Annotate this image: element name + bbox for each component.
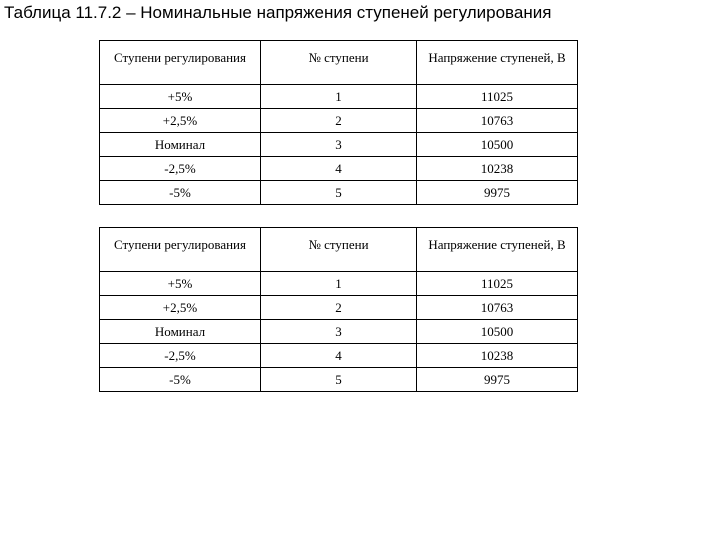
cell-step-name: Номинал [100,320,261,344]
table-row [100,109,578,133]
voltage-table-2 [99,227,578,392]
cell-step-number: 1 [261,85,417,109]
table-header [100,228,578,272]
cell-step-voltage: 10238 [417,157,578,181]
table-row [100,272,578,296]
cell-step-voltage: 10763 [417,296,578,320]
table-body [100,272,578,392]
cell-step-number: 5 [261,368,417,392]
cell-step-number: 2 [261,109,417,133]
header-step-voltage: Напряжение ступеней, В [417,41,578,85]
table-row [100,133,578,157]
table-body [100,85,578,205]
cell-step-voltage: 9975 [417,368,578,392]
header-row [100,228,578,272]
cell-step-number: 4 [261,157,417,181]
cell-step-name: -2,5% [100,157,261,181]
cell-step-name: -5% [100,181,261,205]
table-row [100,320,578,344]
table-row [100,296,578,320]
cell-step-name: +2,5% [100,109,261,133]
cell-step-number: 2 [261,296,417,320]
cell-step-name: +5% [100,272,261,296]
header-step-number: № ступени [261,228,417,272]
cell-step-number: 5 [261,181,417,205]
voltage-table-1 [99,40,578,205]
header-step-name: Ступени регулирования [100,228,261,272]
cell-step-voltage: 10763 [417,109,578,133]
header-step-voltage: Напряжение ступеней, В [417,228,578,272]
cell-step-voltage: 11025 [417,272,578,296]
table-header [100,41,578,85]
cell-step-name: Номинал [100,133,261,157]
cell-step-name: +5% [100,85,261,109]
page-title: Таблица 11.7.2 – Номинальные напряжения ступеней регулирования [4,3,552,22]
cell-step-number: 3 [261,133,417,157]
cell-step-number: 1 [261,272,417,296]
cell-step-voltage: 11025 [417,85,578,109]
table-row [100,157,578,181]
header-step-name: Ступени регулирования [100,41,261,85]
table-row [100,181,578,205]
cell-step-number: 3 [261,320,417,344]
cell-step-voltage: 10238 [417,344,578,368]
table-row [100,85,578,109]
cell-step-voltage: 10500 [417,133,578,157]
cell-step-voltage: 10500 [417,320,578,344]
cell-step-voltage: 9975 [417,181,578,205]
header-step-number: № ступени [261,41,417,85]
cell-step-name: -2,5% [100,344,261,368]
cell-step-name: -5% [100,368,261,392]
header-row [100,41,578,85]
table-row [100,368,578,392]
cell-step-name: +2,5% [100,296,261,320]
table-row [100,344,578,368]
cell-step-number: 4 [261,344,417,368]
